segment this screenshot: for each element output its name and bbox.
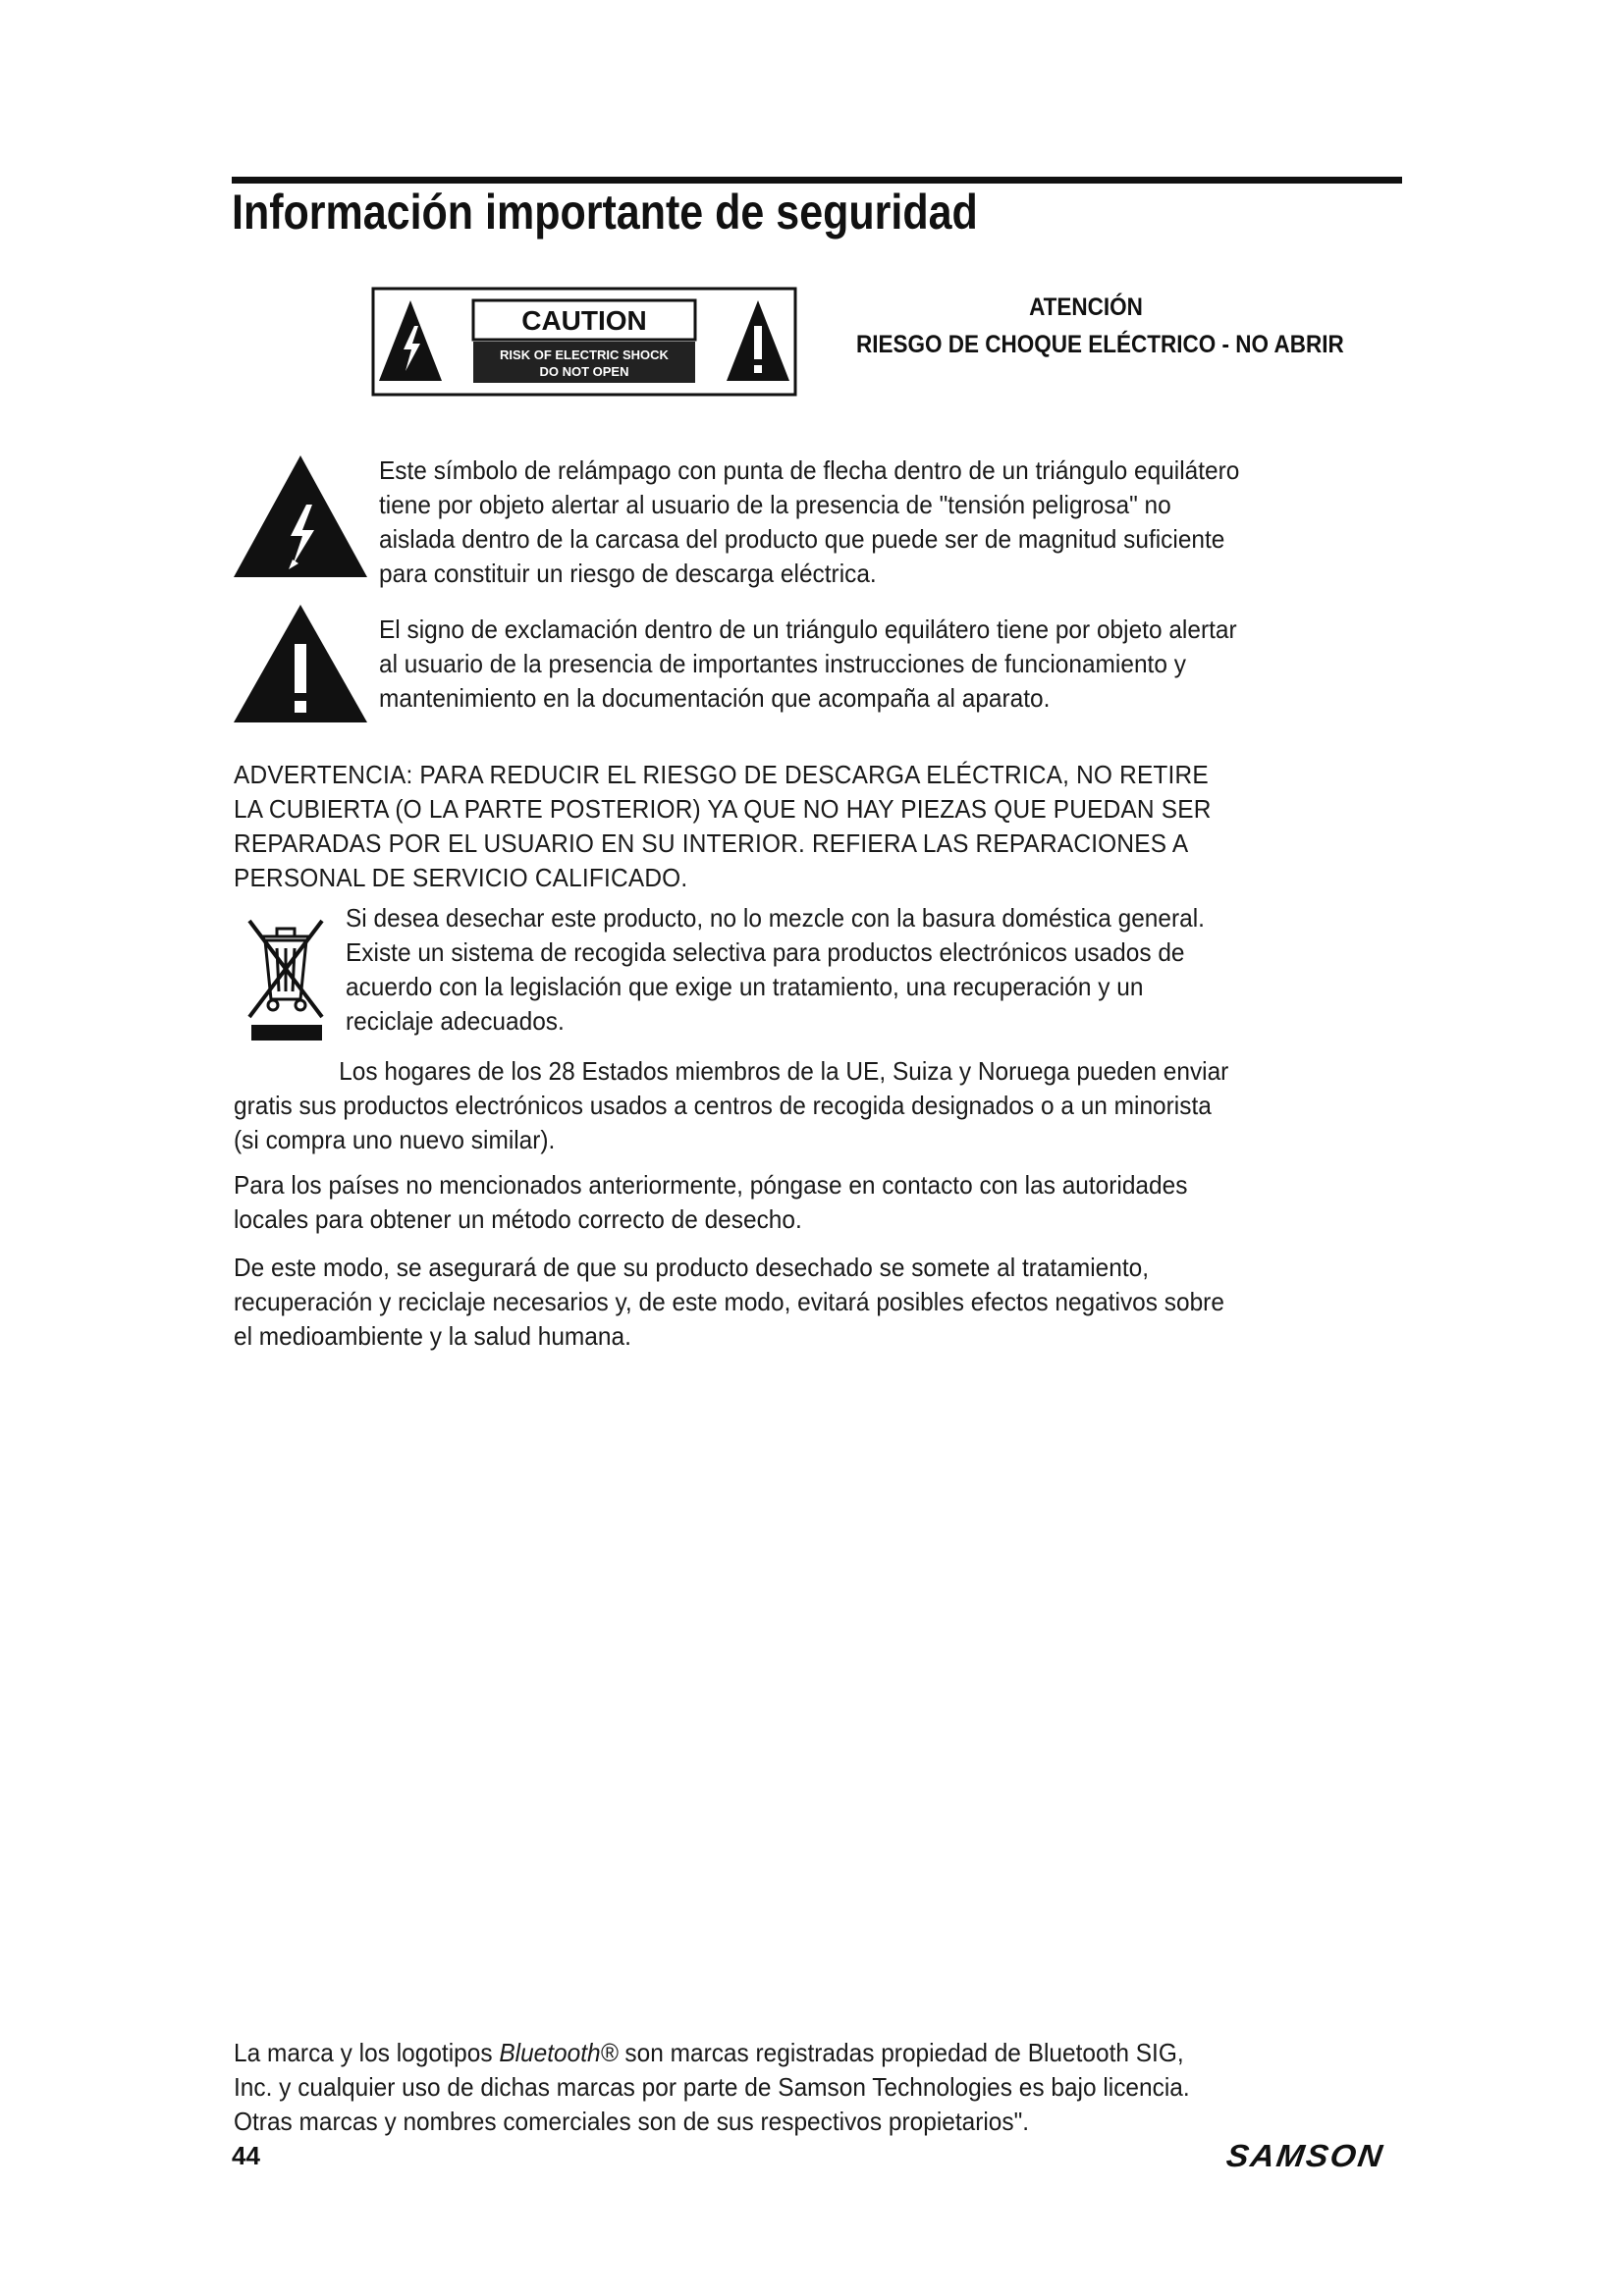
exclamation-description: El signo de exclamación dentro de un triángulo equilátero tiene por objeto alertar al usuario de la presencia de importantes instrucciones de funcionamiento y mantenimiento en la documentación que acompaña al aparato. [379,614,1237,713]
exclamation-triangle-icon [232,603,369,724]
caution-sub-text-2: DO NOT OPEN [539,364,629,379]
eu-households-paragraph: Los hogares de los 28 Estados miembros de la UE, Suiza y Noruega pueden enviar gratis sus productos electrónicos usados a centros de recogida designados o a un minorista (si compra uno nuevo similar). [234,1056,1229,1154]
page-title: Información importante de seguridad [232,185,978,240]
atencion-block [856,289,1344,363]
benefit-paragraph: De este modo, se asegurará de que su producto desechado se somete al tratamiento, recuperación y reciclaje necesarios y, de este modo, evitará posibles efectos negativos sobre el medioambiente y la salud humana. [234,1253,1224,1351]
trademark-notice: La marca y los logotipos Bluetooth® son marcas registradas propiedad de Bluetooth SIG, Inc. y cualquier uso de dichas marcas por parte de Samson Technologies es bajo licencia. Otras marcas y nombres comerciales son de sus respectivos propietarios". [234,2038,1190,2136]
disposal-paragraph: Si desea desechar este producto, no lo mezcle con la basura doméstica general. Existe un sistema de recogida selectiva para productos electrónicos usados de acuerdo con la legislación que exige un tratamiento, una recuperación y un reciclaje adecuados. [346,903,1205,1036]
page-number: 44 [232,2141,260,2170]
atencion-title: ATENCIÓN [1029,294,1143,321]
caution-main-text: CAUTION [521,305,647,336]
atencion-subtitle: RIESGO DE CHOQUE ELÉCTRICO - NO ABRIR [856,331,1344,358]
caution-label [371,287,797,397]
lightning-description: Este símbolo de relámpago con punta de flecha dentro de un triángulo equilátero tiene por objeto alertar al usuario de la presencia de "tensión peligrosa" no aislada dentro de la carcasa del producto que puede ser de magnitud suficiente para constituir un riesgo de descarga eléctrica. [379,455,1240,588]
crossed-out-bin-icon [244,915,328,1044]
caution-label-graphic [371,287,797,397]
warning-paragraph: ADVERTENCIA: PARA REDUCIR EL RIESGO DE DESCARGA ELÉCTRICA, NO RETIRE LA CUBIERTA (O LA PARTE POSTERIOR) YA QUE NO HAY PIEZAS QUE PUEDAN SER REPARADAS POR EL USUARIO EN SU INTERIOR. REFIERA LAS REPARACIONES A PERSONAL DE SERVICIO CALIFICADO. [234,760,1212,892]
other-countries-paragraph: Para los países no mencionados anteriormente, póngase en contacto con las autoridades locales para obtener un método correcto de desecho. [234,1170,1188,1234]
bluetooth-mark: Bluetooth® [499,2038,619,2067]
caution-sub-text-1: RISK OF ELECTRIC SHOCK [500,347,669,362]
samson-logo: SAMSON [1223,2138,1387,2173]
lightning-triangle-icon [232,454,369,579]
